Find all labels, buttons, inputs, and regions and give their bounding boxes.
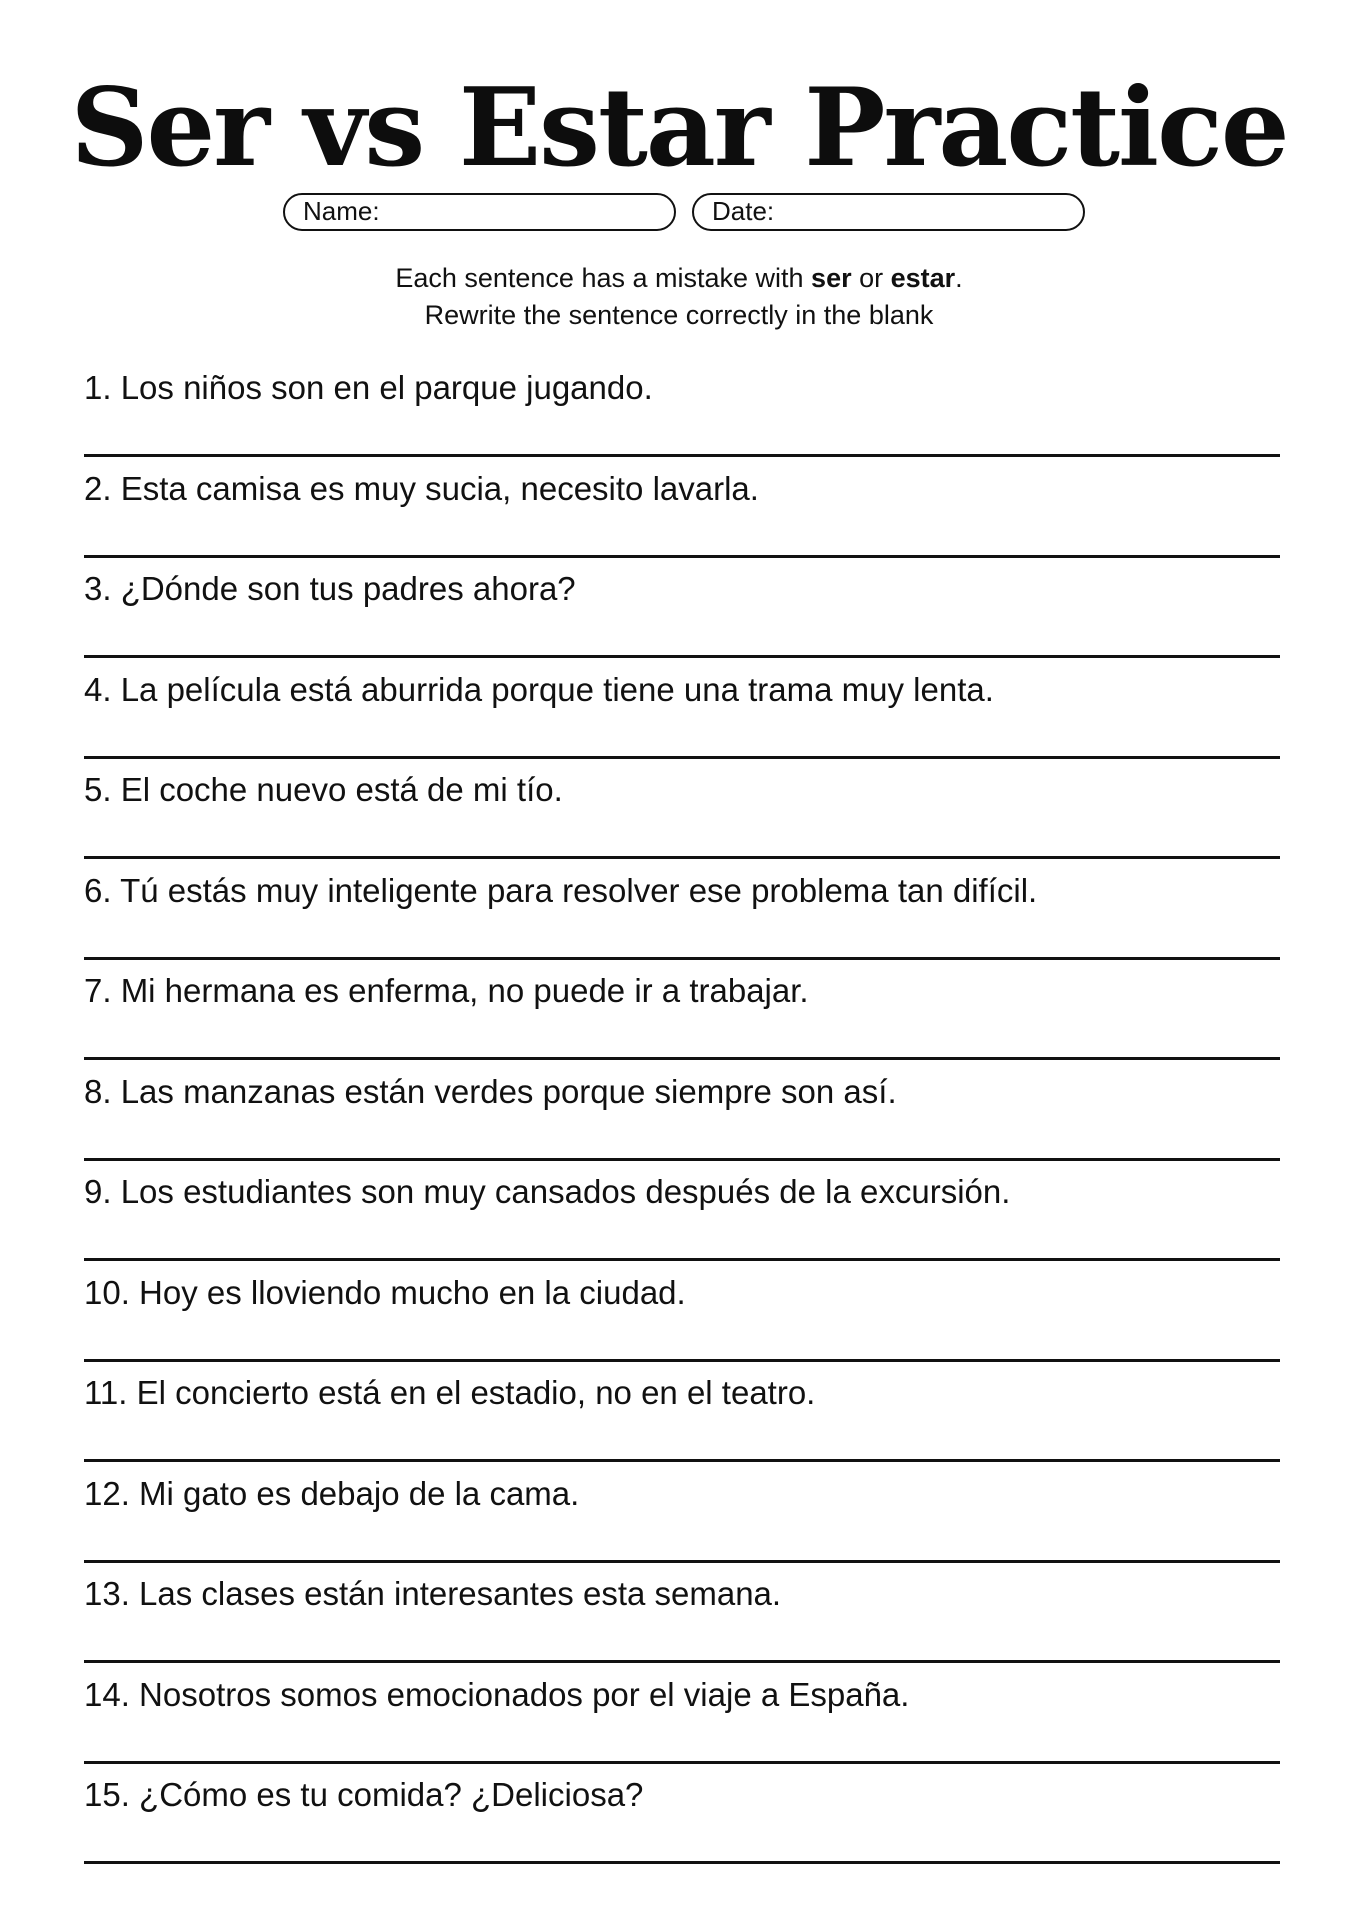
question-item [84,1462,1280,1563]
question-item [84,859,1280,960]
question-item [84,658,1280,759]
question-text: 11. El concierto está en el estadio, no en el teatro. [84,1374,816,1411]
question-item [84,1562,1280,1663]
question-text: 8. Las manzanas están verdes porque siempre son así. [84,1072,897,1110]
question-item [84,758,1280,859]
name-field[interactable] [283,193,676,231]
question-text: 13. Las clases están interesantes esta semana. [84,1575,782,1612]
keyword-ser: ser [811,263,852,293]
question-item [84,1361,1280,1462]
name-field-label: Name: [303,196,380,226]
question-text: 9. Los estudiantes son muy cansados después de la excursión. [84,1173,1011,1210]
question-item [84,457,1280,558]
question-text: 10. Hoy es lloviendo mucho en la ciudad. [84,1273,686,1311]
question-text: 6. Tú estás muy inteligente para resolver ese problema tan difícil. [84,871,1038,909]
page-title: Ser vs Estar Practice [70,65,1288,191]
date-field[interactable] [692,193,1085,231]
instructions-line-2: Rewrite the sentence correctly in the blank [424,300,934,330]
keyword-estar: estar [890,263,956,293]
question-item [84,959,1280,1060]
instructions-line-1: Each sentence has a mistake with ser or estar. [395,263,963,293]
instructions [0,260,1358,334]
question-text: 2. Esta camisa es muy sucia, necesito lavarla. [84,469,759,507]
question-text: 15. ¿Cómo es tu comida? ¿Deliciosa? [84,1776,644,1813]
question-item [84,1763,1280,1864]
question-text: 1. Los niños son en el parque jugando. [84,369,653,406]
question-item [84,1261,1280,1362]
question-item [84,557,1280,658]
question-item [84,1060,1280,1161]
question-text: 4. La película está aburrida porque tiene una trama muy lenta. [84,670,994,708]
question-text: 12. Mi gato es debajo de la cama. [84,1474,580,1512]
question-text: 3. ¿Dónde son tus padres ahora? [84,570,576,607]
question-item [84,356,1280,457]
question-item [84,1160,1280,1261]
question-text: 7. Mi hermana es enferma, no puede ir a trabajar. [84,972,809,1009]
question-text: 5. El coche nuevo está de mi tío. [84,771,563,808]
question-item [84,1663,1280,1764]
answer-blank-line[interactable] [84,1861,1280,1864]
date-field-label: Date: [712,196,775,226]
question-text: 14. Nosotros somos emocionados por el viaje a España. [84,1675,910,1713]
question-list [84,356,1280,1864]
